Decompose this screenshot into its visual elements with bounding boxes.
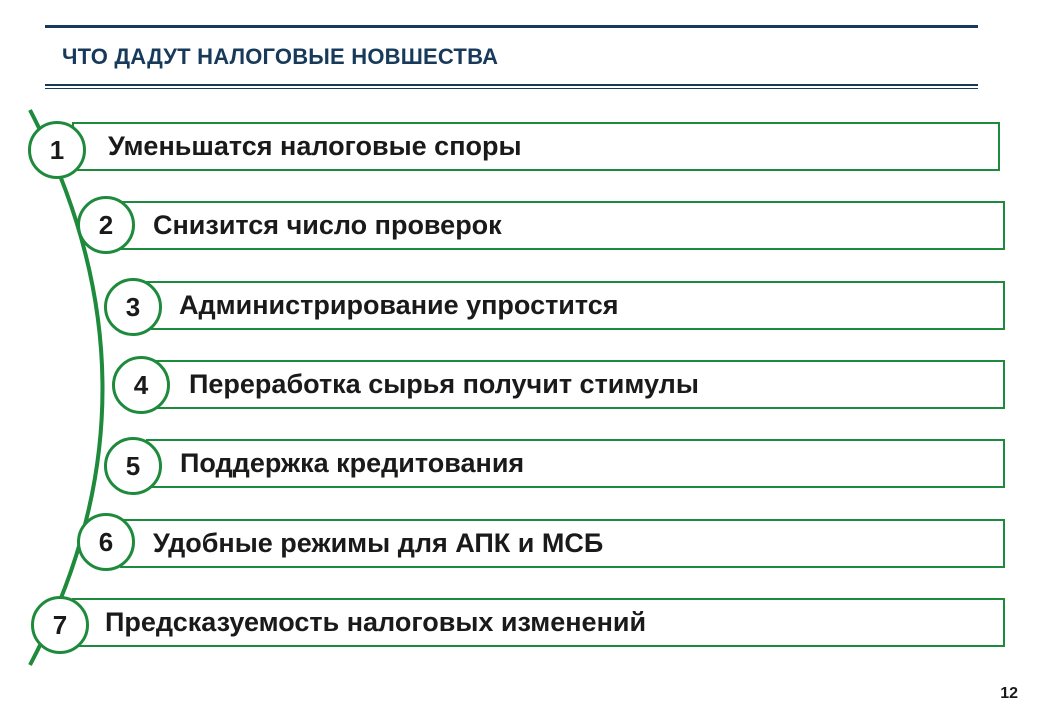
page-number: 12 [1000,685,1018,702]
list-item-number-badge [112,356,170,414]
list-item-text: Поддержка кредитования [180,448,525,478]
list-item-box [155,360,1005,409]
list-item-number: 4 [133,369,149,400]
list-item-text: Удобные режимы для АПК и МСБ [153,528,604,558]
list-item-text: Предсказуемость налоговых изменений [105,607,647,637]
list-item-number-badge [31,596,89,654]
list-item-box [72,598,1005,647]
list-item-number-badge [77,513,135,571]
list-item-box [120,201,1005,250]
list-item-box [146,439,1005,488]
list-item-text: Уменьшатся налоговые споры [108,131,522,161]
list-item-number: 1 [49,134,65,165]
list-item-number: 5 [125,450,141,481]
list-item-text: Снизится число проверок [153,210,502,240]
list-item-number: 2 [98,209,114,240]
list-item-number-badge [104,437,162,495]
list-item-box [120,519,1005,568]
list-item-number: 3 [125,291,141,322]
list-item-box [72,122,1000,171]
list-item-text: Переработка сырья получит стимулы [189,369,699,399]
list-item-number-badge [104,278,162,336]
list-item-box [146,281,1005,330]
list-item-number: 6 [98,526,114,557]
list-item-number: 7 [52,609,68,640]
page-title: ЧТО ДАДУТ НАЛОГОВЫЕ НОВШЕСТВА [62,44,499,69]
list-item-number-badge [28,121,86,179]
list-item-number-badge [77,196,135,254]
list-item-text: Администрирование упростится [179,290,619,320]
